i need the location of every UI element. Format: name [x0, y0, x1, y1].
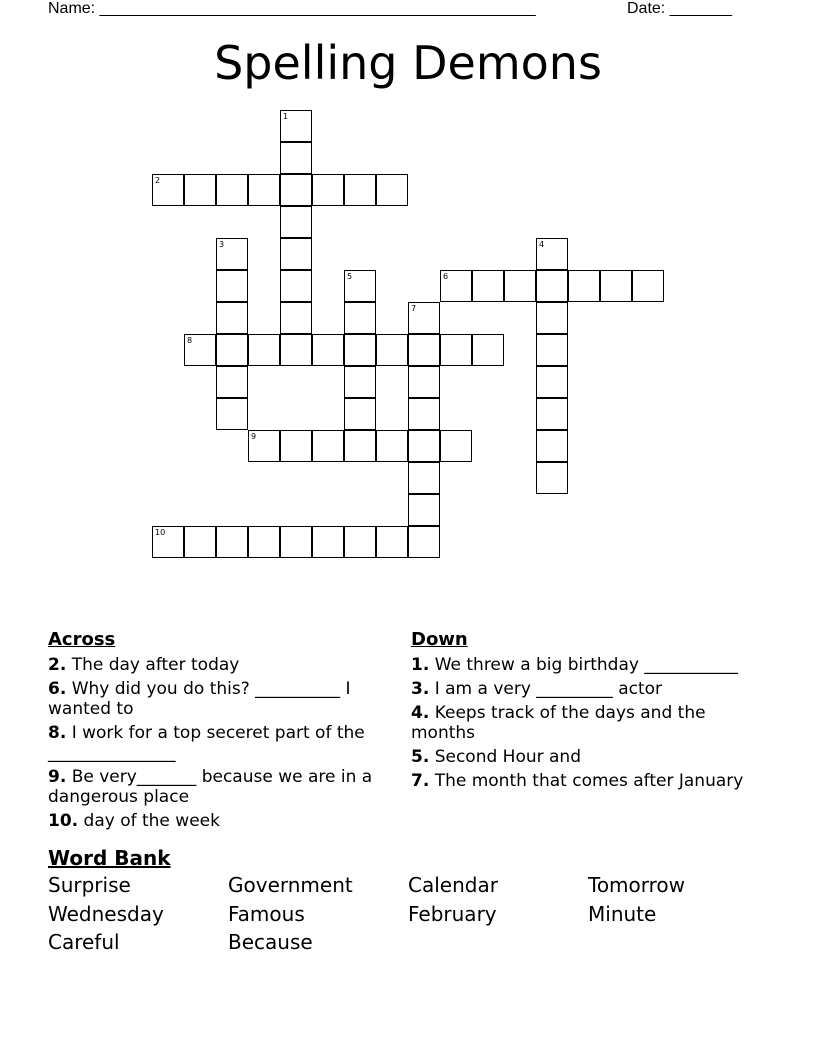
crossword-cell[interactable]: [344, 174, 376, 206]
crossword-cell[interactable]: [216, 398, 248, 430]
page-title: Spelling Demons: [214, 36, 602, 90]
down-clues: [411, 655, 746, 795]
crossword-cell[interactable]: [280, 334, 312, 366]
clue-text: The month that comes after January: [429, 771, 744, 791]
clue-num: 5.: [411, 747, 430, 767]
crossword-cell[interactable]: [440, 334, 472, 366]
clue-num: 1.: [411, 655, 430, 675]
crossword-cell[interactable]: [152, 174, 184, 206]
clue-number: 5: [347, 272, 353, 281]
crossword-cell[interactable]: [440, 270, 472, 302]
crossword-cell[interactable]: [216, 366, 248, 398]
date-line[interactable]: Date: _______: [627, 0, 732, 17]
crossword-cell[interactable]: [184, 174, 216, 206]
crossword-cell[interactable]: [408, 526, 440, 558]
crossword-cell[interactable]: [344, 302, 376, 334]
crossword-cell[interactable]: [440, 430, 472, 462]
crossword-cell[interactable]: [248, 526, 280, 558]
crossword-cell[interactable]: [536, 430, 568, 462]
word-bank-heading: Word Bank: [48, 846, 171, 870]
crossword-cell[interactable]: [216, 174, 248, 206]
clue-num: 3.: [411, 679, 430, 699]
crossword-cell[interactable]: [216, 238, 248, 270]
clue-number: 4: [539, 240, 545, 249]
word-bank-item: Government: [228, 873, 353, 897]
across-clue: [48, 811, 393, 831]
clue-num: 6.: [48, 679, 67, 699]
word-bank: [48, 873, 768, 959]
down-clue: [411, 703, 746, 743]
across-clues: [48, 655, 393, 835]
word-bank-item: Famous: [228, 901, 305, 926]
crossword-cell[interactable]: [280, 270, 312, 302]
crossword-cell[interactable]: [280, 526, 312, 558]
crossword-cell[interactable]: [184, 526, 216, 558]
crossword-cell[interactable]: [536, 334, 568, 366]
across-clue: [48, 723, 393, 763]
clue-num: 8.: [48, 723, 67, 743]
crossword-cell[interactable]: [344, 430, 376, 462]
down-heading: Down: [411, 629, 468, 650]
clue-number: 1: [283, 112, 289, 121]
crossword-cell[interactable]: [536, 238, 568, 270]
crossword-cell[interactable]: [472, 334, 504, 366]
crossword-cell[interactable]: [280, 142, 312, 174]
crossword-cell[interactable]: [408, 334, 440, 366]
crossword-cell[interactable]: [248, 430, 280, 462]
across-clue: [48, 679, 393, 719]
across-heading: Across: [48, 629, 116, 650]
crossword-cell[interactable]: [536, 462, 568, 494]
word-bank-item: Careful: [48, 930, 120, 954]
crossword-cell[interactable]: [376, 334, 408, 366]
word-bank-item: February: [408, 901, 497, 926]
clue-num: 10.: [48, 811, 79, 831]
crossword-cell[interactable]: [312, 526, 344, 558]
across-clue: [48, 655, 393, 675]
crossword-cell[interactable]: [376, 174, 408, 206]
word-bank-item: Because: [228, 930, 313, 954]
down-clue: [411, 771, 746, 791]
crossword-cell[interactable]: [344, 366, 376, 398]
clue-text: Second Hour and: [429, 747, 582, 767]
clue-text: I am a very _________ actor: [429, 679, 663, 699]
crossword-cell[interactable]: [568, 270, 600, 302]
crossword-cell[interactable]: [632, 270, 664, 302]
crossword-cell[interactable]: [216, 302, 248, 334]
name-line[interactable]: Name: _________________________________________________: [48, 0, 536, 17]
clue-number: 10: [155, 528, 166, 537]
clue-text: Why did you do this? __________ I wanted to: [48, 679, 351, 719]
crossword-cell[interactable]: [280, 430, 312, 462]
crossword-cell[interactable]: [408, 462, 440, 494]
clue-text: The day after today: [66, 655, 240, 675]
crossword-cell[interactable]: [312, 174, 344, 206]
word-bank-item: Minute: [588, 901, 657, 926]
clue-num: 4.: [411, 703, 430, 723]
crossword-cell[interactable]: [152, 526, 184, 558]
crossword-cell[interactable]: [536, 398, 568, 430]
crossword-cell[interactable]: [376, 430, 408, 462]
crossword-cell[interactable]: [408, 430, 440, 462]
across-clue: [48, 767, 393, 807]
crossword-cell[interactable]: [344, 334, 376, 366]
crossword-cell[interactable]: [536, 366, 568, 398]
crossword-cell[interactable]: [408, 366, 440, 398]
clue-text: Keeps track of the days and the months: [411, 703, 706, 743]
crossword-cell[interactable]: [408, 494, 440, 526]
crossword-cell[interactable]: [280, 238, 312, 270]
clue-number: 6: [443, 272, 449, 281]
clue-num: 7.: [411, 771, 430, 791]
crossword-cell[interactable]: [504, 270, 536, 302]
crossword-cell[interactable]: [216, 270, 248, 302]
crossword-cell[interactable]: [408, 398, 440, 430]
clue-number: 2: [155, 176, 161, 185]
clue-number: 3: [219, 240, 225, 249]
clue-num: 9.: [48, 767, 67, 787]
down-clue: [411, 655, 746, 675]
crossword-cell[interactable]: [344, 270, 376, 302]
crossword-cell[interactable]: [344, 398, 376, 430]
crossword-cell[interactable]: [280, 302, 312, 334]
crossword-cell[interactable]: [248, 174, 280, 206]
down-clue: [411, 679, 746, 699]
clue-number: 8: [187, 336, 193, 345]
clue-number: 9: [251, 432, 257, 441]
crossword-cell[interactable]: [184, 334, 216, 366]
clue-num: 2.: [48, 655, 67, 675]
clue-number: 7: [411, 304, 417, 313]
crossword-cell[interactable]: [216, 334, 248, 366]
crossword-cell[interactable]: [312, 430, 344, 462]
crossword-cell[interactable]: [472, 270, 504, 302]
crossword-cell[interactable]: [312, 334, 344, 366]
word-bank-item: Tomorrow: [588, 873, 686, 897]
clue-text: We threw a big birthday ___________: [429, 655, 738, 675]
crossword-cell[interactable]: [280, 110, 312, 142]
crossword-cell[interactable]: [280, 174, 312, 206]
clue-text: I work for a top seceret part of the _______________: [48, 723, 365, 763]
down-clue: [411, 747, 746, 767]
crossword-cell[interactable]: [600, 270, 632, 302]
clue-text: day of the week: [78, 811, 220, 831]
crossword-cell[interactable]: [216, 526, 248, 558]
crossword-cell[interactable]: [376, 526, 408, 558]
crossword-cell[interactable]: [280, 206, 312, 238]
crossword-cell[interactable]: [248, 334, 280, 366]
crossword-cell[interactable]: [536, 270, 568, 302]
word-bank-item: Surprise: [48, 873, 131, 897]
crossword-cell[interactable]: [536, 302, 568, 334]
word-bank-item: Calendar: [408, 873, 498, 897]
clue-text: Be very_______ because we are in a dangerous place: [48, 767, 373, 807]
crossword-cell[interactable]: [408, 302, 440, 334]
crossword-cell[interactable]: [344, 526, 376, 558]
word-bank-item: Wednesday: [48, 901, 164, 926]
